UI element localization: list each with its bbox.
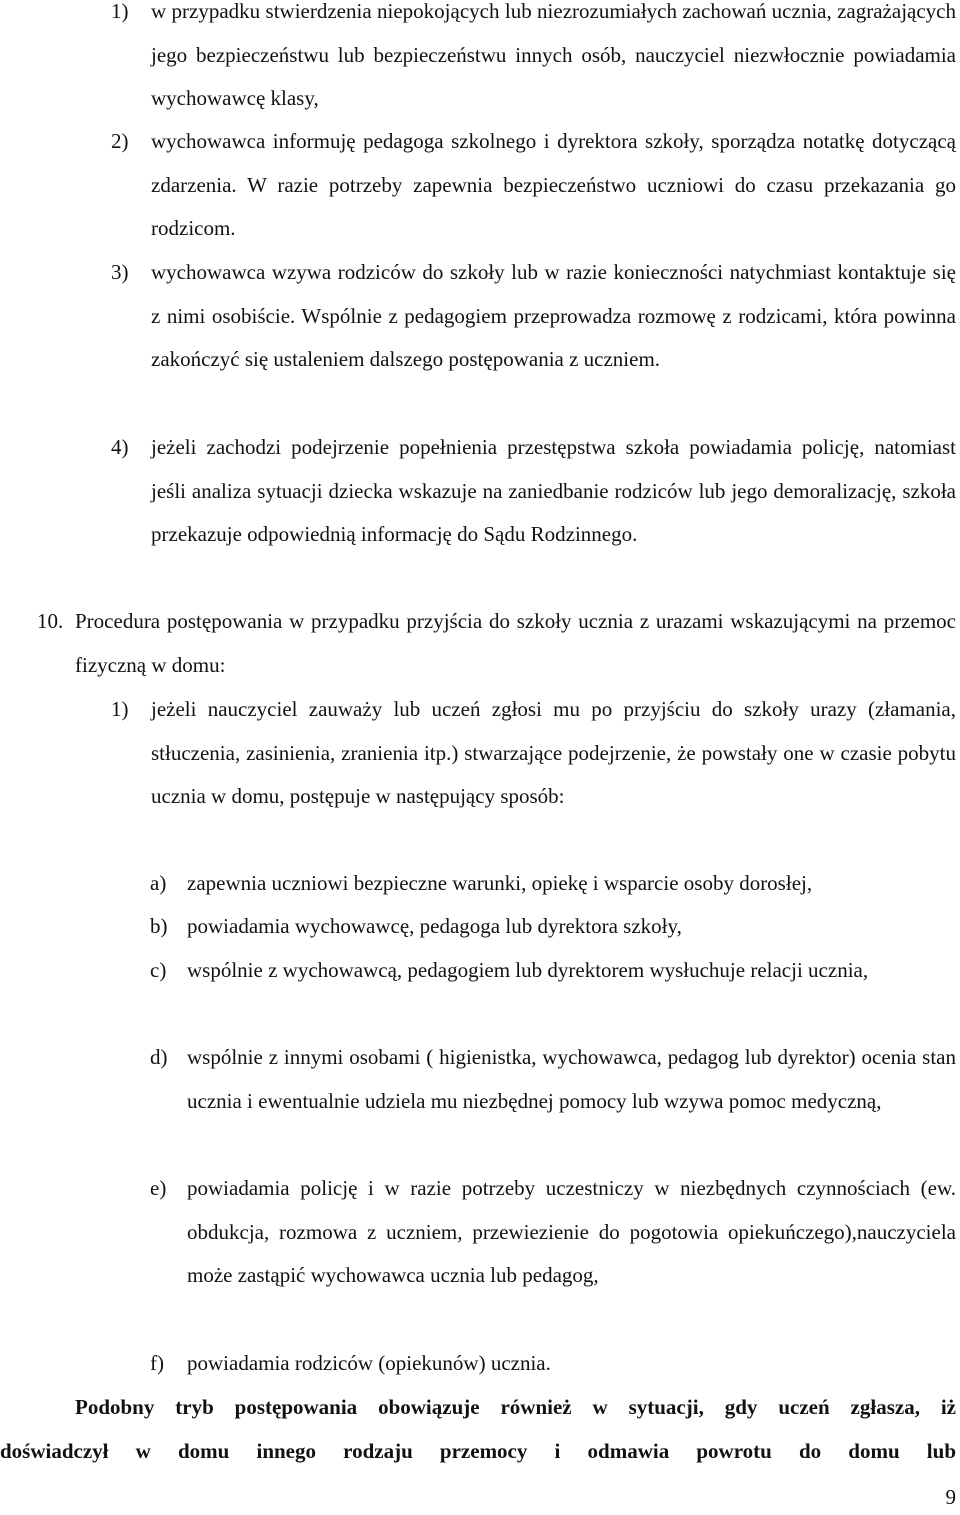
- list-number: 1): [111, 0, 129, 23]
- bold-paragraph-line: doświadczył w domu innego rodzaju przemocy i odmawia powrotu do domu lub: [0, 1438, 956, 1463]
- sublist-letter: b): [150, 914, 168, 938]
- sublist-item: powiadamia wychowawcę, pedagoga lub dyrektora szkoły,: [187, 914, 682, 938]
- list-item: jeżeli zachodzi podejrzenie popełnienia przestępstwa szkoła powiadamia policję, natomiast jeśli analiza sytuacji dziecka wskazuje na zaniedbanie rodziców lub jego demoralizację, szkoła przekazuje odpowiednią informację do Sądu Rodzinnego.: [151, 435, 956, 547]
- list-item: w przypadku stwierdzenia niepokojących lub niezrozumiałych zachowań ucznia, zagrażających jego bezpieczeństwu lub bezpieczeństwu innych osób, nauczyciel niezwłocznie powiadamia wychowawcę klasy,: [151, 0, 956, 111]
- sublist-item: powiadamia rodziców (opiekunów) ucznia.: [187, 1351, 551, 1375]
- list-item: wychowawca informuję pedagoga szkolnego i dyrektora szkoły, sporządza notatkę dotyczącą zdarzenia. W razie potrzeby zapewnia bezpieczeństwo uczniowi do czasu przekazania go rodzicom.: [151, 129, 956, 241]
- section-heading: Procedura postępowania w przypadku przyjścia do szkoły ucznia z urazami wskazującymi na przemoc fizyczną w domu:: [75, 609, 956, 677]
- bold-paragraph: [0, 1386, 956, 1473]
- list-number: 1): [111, 697, 129, 721]
- list-number: 3): [111, 260, 129, 284]
- list-item: jeżeli nauczyciel zauważy lub uczeń zgłosi mu po przyjściu do szkoły urazy (złamania, stłuczenia, zasinienia, zranienia itp.) stwarzające podejrzenie, że powstały one w czasie pobytu ucznia w domu, postępuje w następujący sposób:: [151, 697, 956, 809]
- section-number: 10.: [37, 609, 64, 633]
- sublist-letter: f): [150, 1351, 164, 1375]
- sublist-letter: c): [150, 958, 167, 982]
- sublist-letter: a): [150, 871, 167, 895]
- bold-paragraph-line: Podobny tryb postępowania obowiązuje również w sytuacji, gdy uczeń zgłasza, iż: [75, 1395, 956, 1419]
- sublist-letter: d): [150, 1045, 168, 1069]
- list-item: wychowawca wzywa rodziców do szkoły lub w razie konieczności natychmiast kontaktuje się z nimi osobiście. Wspólnie z pedagogiem przeprowadza rozmowę z rodzicami, która powinna zakończyć się ustaleniem dalszego postępowania z uczniem.: [151, 260, 956, 372]
- sublist-letter: e): [150, 1176, 167, 1200]
- list-number: 2): [111, 129, 129, 153]
- list-number: 4): [111, 435, 129, 459]
- sublist-item: wspólnie z innymi osobami ( higienistka, wychowawca, pedagog lub dyrektor) ocenia stan ucznia i ewentualnie udziela mu niezbędnej pomocy lub wzywa pomoc medyczną,: [187, 1045, 956, 1113]
- sublist-item: powiadamia policję i w razie potrzeby uczestniczy w niezbędnych czynnościach (ew. obdukcja, rozmowa z uczniem, przewiezienie do pogotowia opiekuńczego),nauczyciela może zastąpić wychowawca ucznia lub pedagog,: [187, 1176, 956, 1288]
- sublist-item: zapewnia uczniowi bezpieczne warunki, opiekę i wsparcie osoby dorosłej,: [187, 871, 813, 895]
- sublist-item: wspólnie z wychowawcą, pedagogiem lub dyrektorem wysłuchuje relacji ucznia,: [187, 958, 869, 982]
- page-number: 9: [945, 1485, 956, 1509]
